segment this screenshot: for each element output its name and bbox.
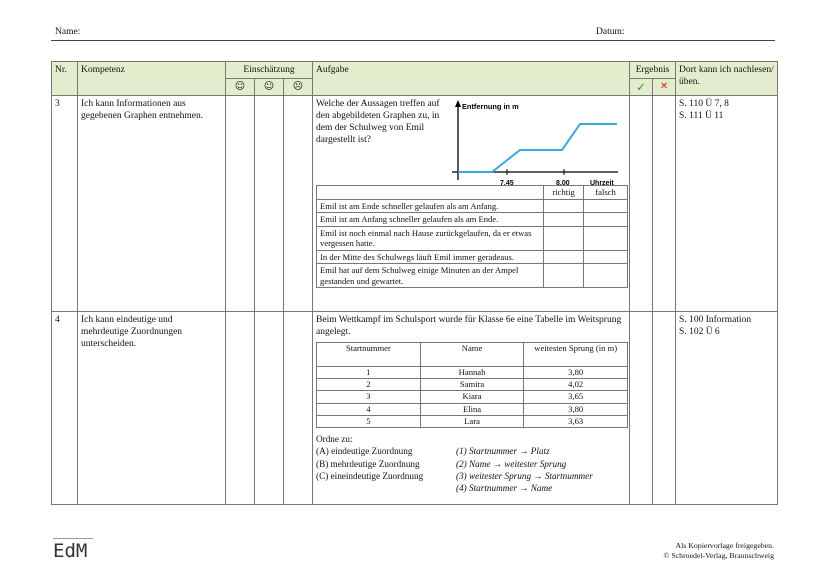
row3-nr: 3	[52, 96, 78, 312]
ergebnis-wrong-cell[interactable]	[653, 312, 676, 505]
table-row	[317, 199, 628, 213]
table-row	[317, 403, 628, 415]
richtig-checkbox[interactable]	[544, 250, 584, 264]
ergebnis-wrong-cell[interactable]	[653, 96, 676, 312]
name-header: Name	[420, 343, 524, 367]
table-row	[317, 213, 628, 227]
cross-icon: ✕	[653, 79, 676, 96]
col-kompetenz-header: Kompetenz	[78, 62, 226, 96]
y-axis-arrow	[455, 100, 461, 107]
graph-ylabel: Entfernung in m	[462, 102, 519, 111]
falsch-checkbox[interactable]	[584, 199, 628, 213]
footer-line-2: © Schroedel-Verlag, Braunschweig	[663, 551, 774, 560]
ergebnis-correct-cell[interactable]	[630, 96, 653, 312]
cell: 1	[317, 367, 421, 379]
graph-line	[458, 124, 617, 172]
option-c: (C) eineindeutige Zuordnung	[316, 470, 424, 481]
col-ergebnis-header: Ergebnis	[630, 62, 676, 79]
ordne-label: Ordne zu:	[316, 434, 353, 445]
cell: Elina	[420, 403, 524, 415]
falsch-checkbox[interactable]	[584, 264, 628, 288]
row3-question: Welche der Aussagen treffen auf den abgebildeten Graphen zu, in dem der Schulweg von Emil dargestellt ist?	[316, 99, 440, 145]
smile-sad-icon: ☹	[284, 79, 313, 96]
row4-nr: 4	[52, 312, 78, 505]
table-row	[52, 312, 778, 505]
cell: 3	[317, 391, 421, 403]
falsch-header: falsch	[584, 186, 628, 200]
competency-table	[51, 61, 778, 505]
cell: 2	[317, 379, 421, 391]
cell: 3,65	[524, 391, 628, 403]
self-assess-cell[interactable]	[226, 96, 255, 312]
self-assess-cell[interactable]	[284, 312, 313, 505]
cell: Samira	[420, 379, 524, 391]
date-label: Datum:	[596, 27, 625, 37]
ordne-section	[316, 433, 626, 494]
col-einschaetzung-header: Einschätzung	[226, 62, 313, 79]
cell: 4	[317, 403, 421, 415]
statement-text: Emil ist am Ende schneller gelaufen als am Anfang.	[317, 199, 544, 213]
row3-task	[313, 96, 630, 312]
table-row	[317, 226, 628, 250]
table-row	[317, 264, 628, 288]
cell: 5	[317, 415, 421, 427]
footer-copyright	[664, 541, 775, 561]
table-row	[317, 391, 628, 403]
pair-3: (3) weitester Sprung → Startnummer	[456, 470, 593, 481]
smile-happy-icon: ☺	[226, 79, 255, 96]
richtig-checkbox[interactable]	[544, 199, 584, 213]
reference: S. 111 Ü 11	[679, 111, 724, 121]
graph-tick-label: 7.45	[500, 180, 514, 187]
cell: 3,80	[524, 403, 628, 415]
statement-text: Emil hat auf dem Schulweg einige Minuten an der Ampel gestanden und gewartet.	[317, 264, 544, 288]
reference: S. 110 Ü 7, 8	[679, 99, 729, 109]
richtig-checkbox[interactable]	[544, 226, 584, 250]
cell: Lara	[420, 415, 524, 427]
sprung-header: weitesten Sprung (in m)	[524, 343, 628, 367]
graph-tick-label: 8.00	[556, 180, 570, 187]
smile-neutral-icon: ☺	[255, 79, 284, 96]
pair-4: (4) Startnummer → Name	[456, 483, 553, 494]
statement-text: Emil ist am Anfang schneller gelaufen als am Ende.	[317, 213, 544, 227]
distance-time-graph	[452, 100, 627, 190]
table-row	[52, 96, 778, 312]
option-a: (A) eindeutige Zuordnung	[316, 446, 413, 457]
edm-logo: EdM	[53, 540, 88, 562]
reference: S. 100 Information	[679, 315, 752, 325]
statement-text: Emil ist noch einmal nach Hause zurückgelaufen, da er etwas vergessen hatte.	[317, 226, 544, 250]
table-row	[317, 415, 628, 427]
col-dort-header: Dort kann ich nachlesen/üben.	[676, 62, 778, 96]
row4-intro: Beim Wettkampf im Schulsport wurde für Klasse 6e eine Tabelle im Weitsprung angelegt.	[316, 315, 622, 337]
col-nr-header: Nr.	[52, 62, 78, 96]
falsch-checkbox[interactable]	[584, 226, 628, 250]
row3-refs	[676, 96, 778, 312]
check-icon: ✓	[630, 79, 653, 96]
table-row	[317, 379, 628, 391]
logo-rule	[53, 538, 93, 539]
self-assess-cell[interactable]	[255, 96, 284, 312]
self-assess-cell[interactable]	[255, 312, 284, 505]
cell: 3,63	[524, 415, 628, 427]
reference: S. 102 Ü 6	[679, 327, 720, 337]
cell: 3,80	[524, 367, 628, 379]
statements-table	[316, 185, 628, 288]
graph-xlabel: Uhrzeit	[590, 180, 614, 187]
richtig-checkbox[interactable]	[544, 213, 584, 227]
falsch-checkbox[interactable]	[584, 250, 628, 264]
row4-kompetenz: Ich kann eindeutige und mehrdeutige Zuordnungen unterscheiden.	[78, 312, 226, 505]
self-assess-cell[interactable]	[284, 96, 313, 312]
row4-task	[313, 312, 630, 505]
col-aufgabe-header: Aufgabe	[313, 62, 630, 96]
header-line	[51, 26, 775, 41]
name-label: Name:	[55, 27, 81, 37]
richtig-header: richtig	[544, 186, 584, 200]
ergebnis-correct-cell[interactable]	[630, 312, 653, 505]
table-row	[317, 367, 628, 379]
cell: 4,02	[524, 379, 628, 391]
pair-2: (2) Name → weitester Sprung	[456, 458, 567, 469]
self-assess-cell[interactable]	[226, 312, 255, 505]
startnummer-header: Startnummer	[317, 343, 421, 367]
footer-line-1: Als Kopiervorlage freigegeben.	[675, 541, 774, 550]
falsch-checkbox[interactable]	[584, 213, 628, 227]
cell: Hannah	[420, 367, 524, 379]
pair-1: (1) Startnummer → Platz	[456, 446, 550, 457]
richtig-checkbox[interactable]	[544, 264, 584, 288]
row3-kompetenz: Ich kann Informationen aus gegebenen Graphen entnehmen.	[78, 96, 226, 312]
statement-text: In der Mitte des Schulwegs läuft Emil immer geradeaus.	[317, 250, 544, 264]
row4-refs	[676, 312, 778, 505]
table-row	[317, 250, 628, 264]
cell: Kiara	[420, 391, 524, 403]
weitsprung-table	[316, 342, 628, 428]
option-b: (B) mehrdeutige Zuordnung	[316, 458, 420, 469]
